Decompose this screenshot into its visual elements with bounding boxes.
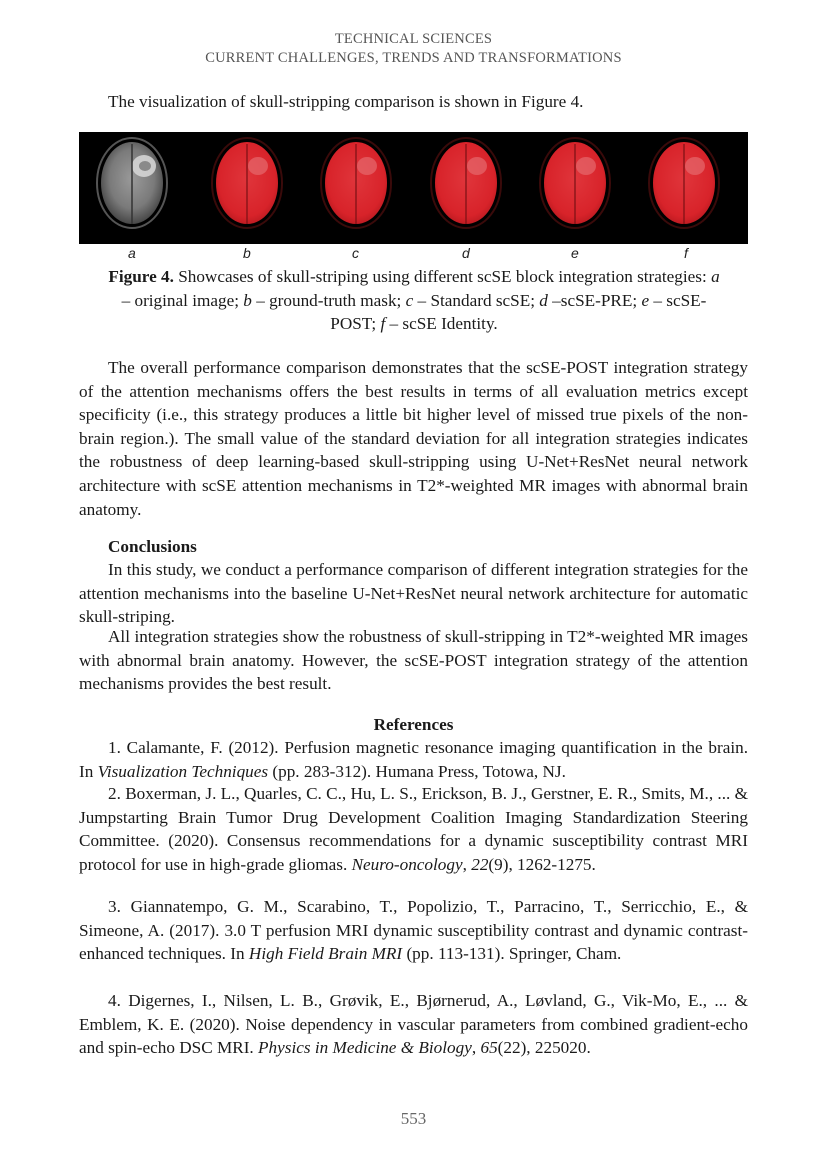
reference-4: 4. Digernes, I., Nilsen, L. B., Grøvik, E., Bjørnerud, A., Løvland, G., Vik-Mo, E., ... & Emblem, K. E. (2020). Noise dependency in vascular parameters from combined gradient-echo and spin-echo DSC MRI. Physics in Medicine & Biology, 65(22), 225020.	[79, 991, 748, 1058]
figure-caption: Figure 4. Showcases of skull-striping using different scSE block integration strategies: a – original image; b – ground-truth mask; c – Standard scSE; d –scSE-PRE; e – scSE-POST; f – scSE Identity.	[108, 267, 720, 334]
conclusions-paragraph-1: In this study, we conduct a performance comparison of different integration strategies for the attention mechanisms into the baseline U-Net+ResNet neural network architecture for automatic skull-striping.	[79, 560, 748, 627]
panel-a-original	[97, 138, 167, 228]
reference-1: 1. Calamante, F. (2012). Perfusion magnetic resonance imaging quantification in the brain. In Visualization Techniques (pp. 283-312). Humana Press, Totowa, NJ.	[79, 738, 748, 781]
panel-f-scse-identity	[649, 138, 719, 228]
panel-b-ground-truth	[212, 138, 282, 228]
performance-paragraph: The overall performance comparison demonstrates that the scSE-POST integration strategy of the attention mechanisms offers the best results in terms of all evaluation metrics except specificity (i.e., this strategy produces a little bit higher level of missed true pixels of the non-brain region.). The small value of the standard deviation for all integration strategies indicates the robustness of deep learning-based skull-stripping using U-Net+ResNet neural network architecture with scSE attention mechanisms in T2*-weighted MR images with abnormal brain anatomy.	[79, 358, 748, 519]
conclusions-heading: Conclusions	[108, 537, 197, 556]
panel-d-scse-pre	[431, 138, 501, 228]
page-number: 553	[400, 1109, 427, 1128]
figure-caption-prefix: Figure 4.	[108, 267, 174, 286]
header-line-1: TECHNICAL SCIENCES	[334, 31, 493, 47]
intro-sentence: The visualization of skull-stripping comparison is shown in Figure 4.	[108, 92, 584, 111]
conclusions-paragraph-2: All integration strategies show the robustness of skull-stripping in T2*-weighted MR images with abnormal brain anatomy. However, the scSE-POST integration strategy of the attention mechanisms provides the best result.	[79, 627, 748, 694]
panel-e-scse-post	[540, 138, 610, 228]
panel-label-e: e	[571, 245, 579, 261]
panel-label-d: d	[462, 245, 470, 261]
panel-label-f: f	[684, 245, 688, 261]
references-heading: References	[373, 715, 454, 734]
running-header	[0, 30, 827, 68]
header-line-2: CURRENT CHALLENGES, TRENDS AND TRANSFORMATIONS	[205, 50, 622, 66]
skull-stripping-figure	[79, 132, 748, 244]
reference-3: 3. Giannatempo, G. M., Scarabino, T., Popolizio, T., Parracino, T., Serricchio, E., & Simeone, A. (2017). 3.0 T perfusion MRI dynamic susceptibility contrast and dynamic contrast-enhanced techniques. In High Field Brain MRI (pp. 113-131). Springer, Cham.	[79, 897, 748, 964]
reference-2: 2. Boxerman, J. L., Quarles, C. C., Hu, L. S., Erickson, B. J., Gerstner, E. R., Smits, M., ... & Jumpstarting Brain Tumor Drug Development Coalition Imaging Standardization Steering Committee. (2020). Consensus recommendations for a dynamic susceptibility contrast MRI protocol for use in high-grade gliomas. Neuro-oncology, 22(9), 1262-1275.	[79, 784, 748, 874]
panel-c-standard-scse	[321, 138, 391, 228]
panel-label-b: b	[243, 245, 251, 261]
panel-label-c: c	[352, 245, 359, 261]
panel-label-a: a	[128, 245, 136, 261]
